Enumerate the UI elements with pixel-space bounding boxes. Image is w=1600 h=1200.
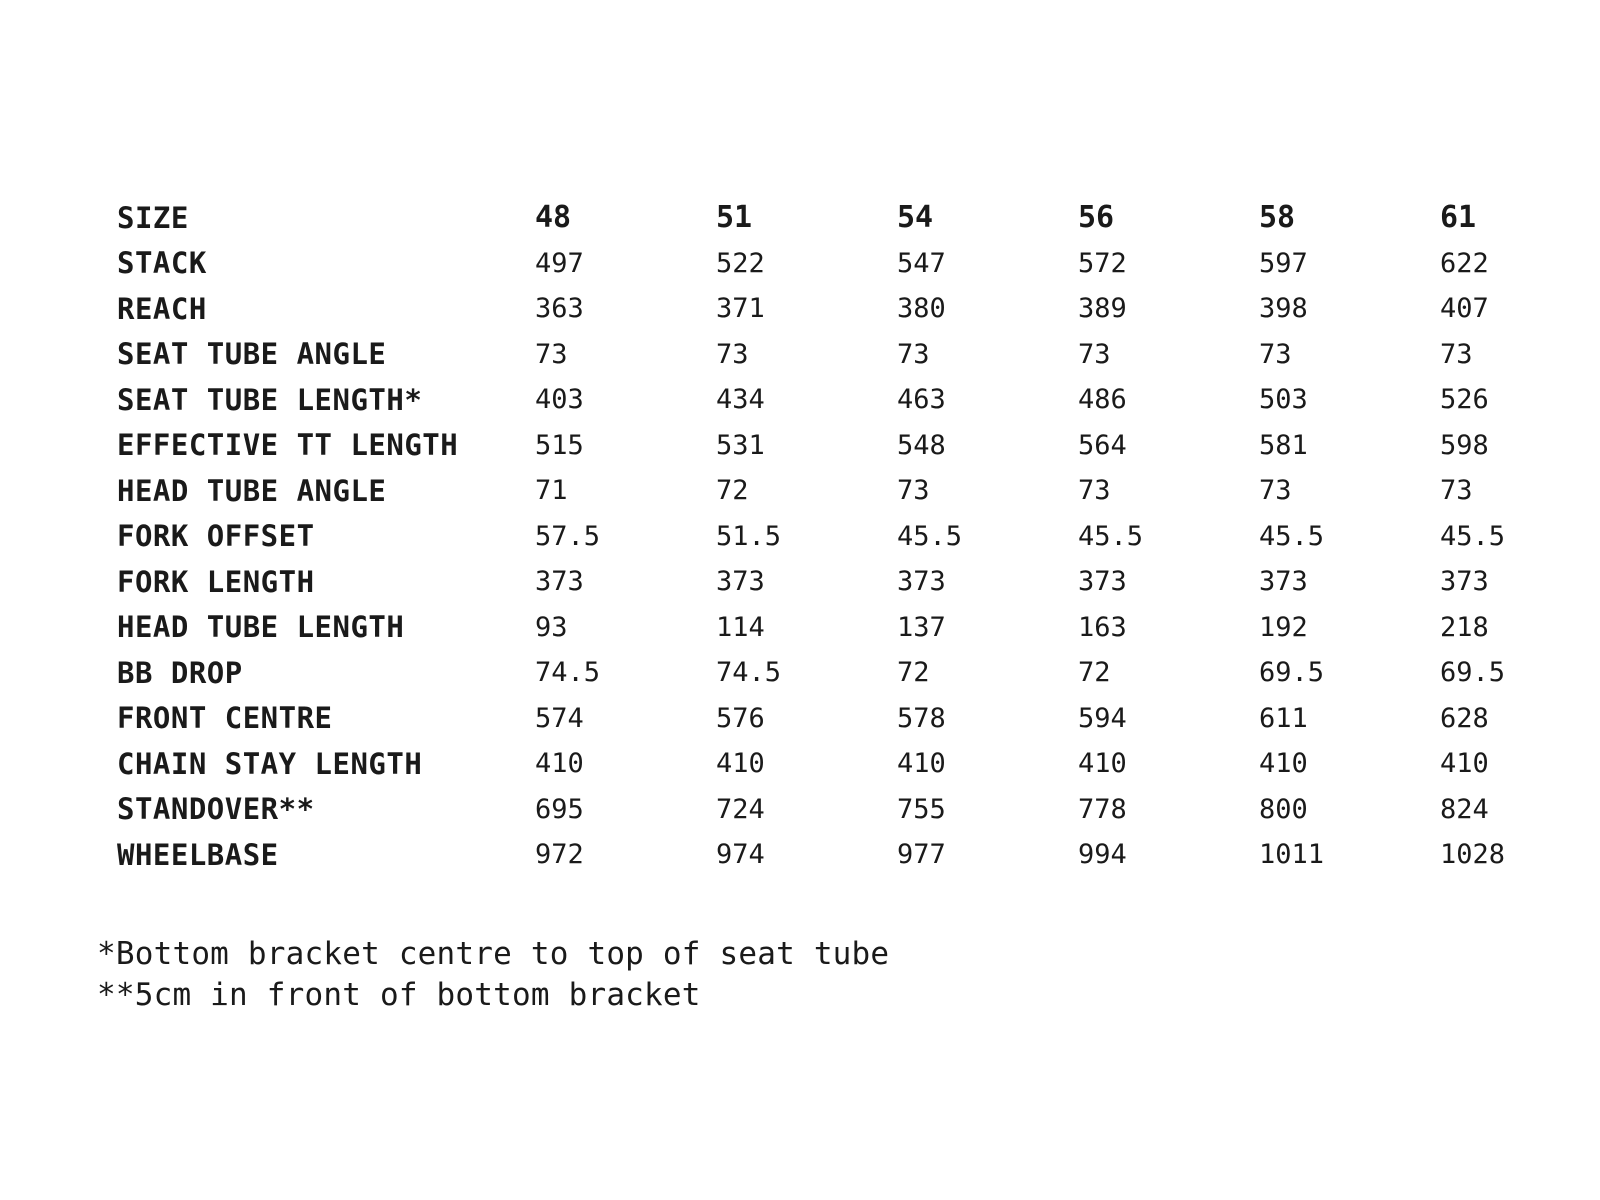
cell-bb-drop-61: 69.5	[1440, 657, 1506, 689]
cell-stack-58: 597	[1259, 247, 1308, 279]
cell-seat-tube-length-58: 503	[1259, 384, 1308, 416]
cell-head-tube-length-56: 163	[1078, 611, 1127, 643]
cell-head-tube-length-58: 192	[1259, 611, 1308, 643]
row-label-head-tube-angle: HEAD TUBE ANGLE	[117, 473, 387, 508]
cell-chain-stay-length-54: 410	[897, 748, 946, 780]
cell-seat-tube-angle-58: 73	[1259, 338, 1292, 370]
cell-seat-tube-length-51: 434	[716, 384, 765, 416]
cell-bb-drop-56: 72	[1078, 657, 1111, 689]
cell-wheelbase-56: 994	[1078, 839, 1127, 871]
cell-fork-length-61: 373	[1440, 566, 1489, 598]
cell-effective-tt-length-61: 598	[1440, 429, 1489, 461]
row-label-fork-length: FORK LENGTH	[117, 564, 315, 599]
cell-front-centre-51: 576	[716, 702, 765, 734]
cell-seat-tube-angle-56: 73	[1078, 338, 1111, 370]
cell-chain-stay-length-51: 410	[716, 748, 765, 780]
cell-stack-54: 547	[897, 247, 946, 279]
cell-wheelbase-48: 972	[535, 839, 584, 871]
cell-fork-length-58: 373	[1259, 566, 1308, 598]
cell-stack-61: 622	[1440, 247, 1489, 279]
cell-head-tube-angle-58: 73	[1259, 475, 1292, 507]
cell-reach-56: 389	[1078, 293, 1127, 325]
cell-bb-drop-54: 72	[897, 657, 930, 689]
footnotes	[97, 934, 889, 1016]
cell-bb-drop-48: 74.5	[535, 657, 601, 689]
cell-bb-drop-58: 69.5	[1259, 657, 1325, 689]
cell-wheelbase-54: 977	[897, 839, 946, 871]
size-header-51: 51	[716, 200, 753, 236]
cell-seat-tube-length-48: 403	[535, 384, 584, 416]
cell-chain-stay-length-56: 410	[1078, 748, 1127, 780]
cell-fork-offset-51: 51.5	[716, 520, 782, 552]
row-label-reach: REACH	[117, 291, 207, 326]
cell-fork-length-51: 373	[716, 566, 765, 598]
cell-effective-tt-length-48: 515	[535, 429, 584, 461]
cell-front-centre-56: 594	[1078, 702, 1127, 734]
cell-standover-58: 800	[1259, 793, 1308, 825]
cell-reach-61: 407	[1440, 293, 1489, 325]
cell-effective-tt-length-51: 531	[716, 429, 765, 461]
size-header-58: 58	[1259, 200, 1296, 236]
cell-effective-tt-length-58: 581	[1259, 429, 1308, 461]
size-header-56: 56	[1078, 200, 1115, 236]
cell-front-centre-54: 578	[897, 702, 946, 734]
cell-stack-48: 497	[535, 247, 584, 279]
cell-wheelbase-58: 1011	[1259, 839, 1325, 871]
cell-effective-tt-length-56: 564	[1078, 429, 1127, 461]
row-label-stack: STACK	[117, 246, 207, 281]
cell-seat-tube-length-54: 463	[897, 384, 946, 416]
size-header-61: 61	[1440, 200, 1477, 236]
size-header-48: 48	[535, 200, 572, 236]
cell-fork-length-56: 373	[1078, 566, 1127, 598]
footnote-seat-tube: *Bottom bracket centre to top of seat tube	[97, 936, 890, 972]
size-header-label: SIZE	[117, 200, 189, 235]
cell-seat-tube-angle-61: 73	[1440, 338, 1473, 370]
cell-head-tube-length-48: 93	[535, 611, 568, 643]
row-label-head-tube-length: HEAD TUBE LENGTH	[117, 610, 405, 645]
cell-bb-drop-51: 74.5	[716, 657, 782, 689]
row-label-seat-tube-angle: SEAT TUBE ANGLE	[117, 337, 387, 372]
row-label-fork-offset: FORK OFFSET	[117, 519, 315, 554]
cell-seat-tube-length-61: 526	[1440, 384, 1489, 416]
cell-wheelbase-61: 1028	[1440, 839, 1506, 871]
cell-chain-stay-length-58: 410	[1259, 748, 1308, 780]
cell-head-tube-length-54: 137	[897, 611, 946, 643]
cell-reach-58: 398	[1259, 293, 1308, 325]
row-label-chain-stay-length: CHAIN STAY LENGTH	[117, 746, 423, 781]
cell-front-centre-48: 574	[535, 702, 584, 734]
cell-head-tube-length-51: 114	[716, 611, 765, 643]
row-label-seat-tube-length: SEAT TUBE LENGTH*	[117, 382, 423, 417]
cell-stack-56: 572	[1078, 247, 1127, 279]
cell-head-tube-angle-48: 71	[535, 475, 568, 507]
cell-stack-51: 522	[716, 247, 765, 279]
cell-standover-54: 755	[897, 793, 946, 825]
cell-fork-offset-54: 45.5	[897, 520, 963, 552]
cell-reach-48: 363	[535, 293, 584, 325]
cell-seat-tube-angle-54: 73	[897, 338, 930, 370]
cell-fork-offset-56: 45.5	[1078, 520, 1144, 552]
cell-effective-tt-length-54: 548	[897, 429, 946, 461]
cell-fork-length-54: 373	[897, 566, 946, 598]
cell-front-centre-58: 611	[1259, 702, 1308, 734]
cell-fork-offset-61: 45.5	[1440, 520, 1506, 552]
cell-standover-56: 778	[1078, 793, 1127, 825]
cell-seat-tube-angle-48: 73	[535, 338, 568, 370]
size-header-54: 54	[897, 200, 934, 236]
cell-seat-tube-length-56: 486	[1078, 384, 1127, 416]
row-label-front-centre: FRONT CENTRE	[117, 701, 333, 736]
footnote-standover: **5cm in front of bottom bracket	[97, 977, 701, 1013]
cell-fork-offset-48: 57.5	[535, 520, 601, 552]
cell-chain-stay-length-61: 410	[1440, 748, 1489, 780]
cell-seat-tube-angle-51: 73	[716, 338, 749, 370]
cell-fork-length-48: 373	[535, 566, 584, 598]
cell-head-tube-angle-61: 73	[1440, 475, 1473, 507]
cell-reach-54: 380	[897, 293, 946, 325]
cell-head-tube-length-61: 218	[1440, 611, 1489, 643]
cell-head-tube-angle-51: 72	[716, 475, 749, 507]
row-label-effective-tt-length: EFFECTIVE TT LENGTH	[117, 428, 459, 463]
row-label-bb-drop: BB DROP	[117, 655, 243, 690]
cell-standover-48: 695	[535, 793, 584, 825]
cell-wheelbase-51: 974	[716, 839, 765, 871]
cell-standover-51: 724	[716, 793, 765, 825]
cell-chain-stay-length-48: 410	[535, 748, 584, 780]
cell-fork-offset-58: 45.5	[1259, 520, 1325, 552]
cell-head-tube-angle-56: 73	[1078, 475, 1111, 507]
cell-reach-51: 371	[716, 293, 765, 325]
cell-head-tube-angle-54: 73	[897, 475, 930, 507]
cell-standover-61: 824	[1440, 793, 1489, 825]
geometry-table	[117, 195, 1600, 878]
cell-front-centre-61: 628	[1440, 702, 1489, 734]
row-label-wheelbase: WHEELBASE	[117, 837, 279, 872]
row-label-standover: STANDOVER**	[117, 792, 315, 827]
